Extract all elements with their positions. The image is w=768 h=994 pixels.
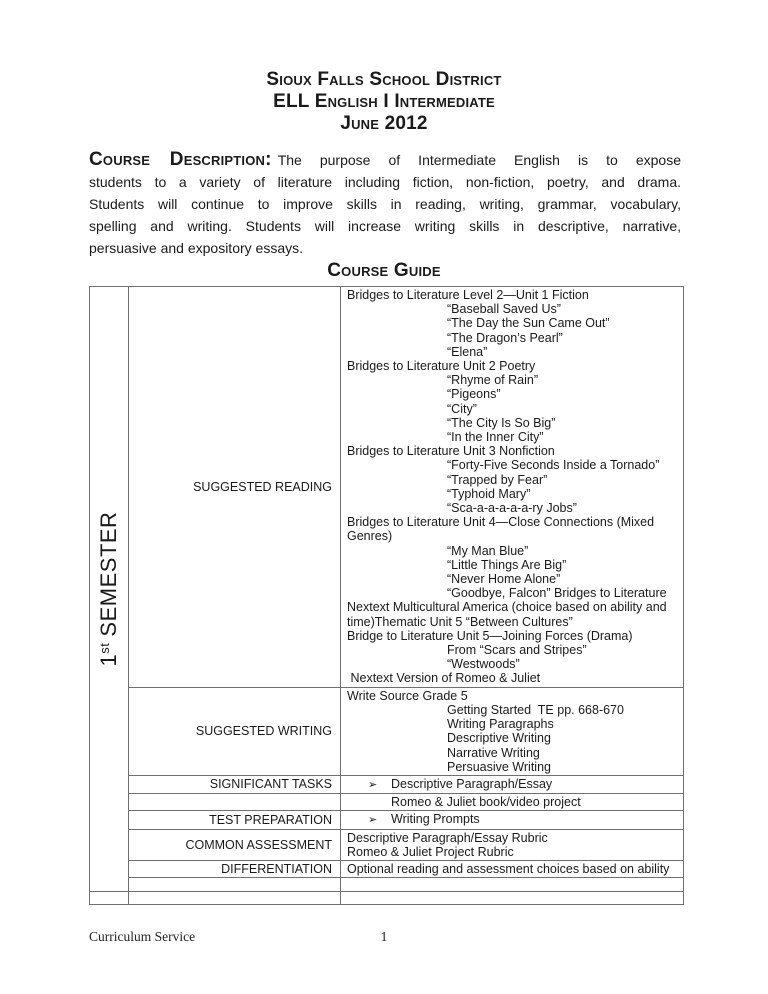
description-text: The purpose of Intermediate English is to expose: [277, 152, 681, 168]
row-label-significant-tasks: SIGNIFICANT TASKS: [129, 775, 341, 793]
table-row: [90, 878, 684, 892]
bullet-line: [347, 812, 679, 827]
course-guide-table: [89, 286, 684, 905]
row-label-differentiation: DIFFERENTIATION: [129, 860, 341, 877]
table-row: [90, 287, 684, 688]
content-line: “Westwoods”: [447, 657, 520, 672]
semester-cell: [90, 287, 129, 892]
content-line: Bridges to Literature Unit 4—Close Connections (Mixed: [347, 515, 655, 530]
content-line: Descriptive Writing: [447, 731, 551, 746]
content-line: Optional reading and assessment choices based on ability: [347, 861, 670, 876]
content-line: “Goodbye, Falcon” Bridges to Literature: [447, 586, 667, 601]
content-line: Nextext Version of Romeo & Juliet: [347, 671, 541, 686]
content-line: Descriptive Paragraph/Essay Rubric: [347, 830, 548, 845]
document-title: [0, 69, 768, 135]
content-line: “Trapped by Fear”: [447, 472, 548, 487]
description-line: spelling and writing. Students will increase writing skills in descriptive, narrative,: [89, 218, 681, 234]
suggested-reading-content: [341, 287, 684, 688]
content-line: “Typhoid Mary”: [447, 486, 531, 501]
title-course: ELL English I Intermediate: [273, 91, 495, 112]
title-date: June 2012: [340, 113, 428, 134]
semester-word: SEMESTER: [96, 511, 121, 637]
empty-cell: [341, 878, 684, 892]
row-label-common-assessment: COMMON ASSESSMENT: [129, 829, 341, 860]
semester-number: 1: [96, 653, 121, 667]
arrow-bullet-icon: ➢: [368, 778, 378, 791]
content-line: Nextext Multicultural America (choice based on ability and: [347, 600, 667, 615]
content-line: time)Thematic Unit 5 “Between Cultures”: [347, 614, 573, 629]
row-label-suggested-reading: SUGGESTED READING: [129, 287, 341, 688]
table-row: [90, 892, 684, 905]
table-row: [90, 829, 684, 860]
description-line: [89, 149, 681, 171]
content-line: “Elena”: [447, 344, 488, 359]
course-description: [89, 149, 681, 259]
row-label-suggested-writing: SUGGESTED WRITING: [129, 687, 341, 775]
course-description-label: Course Description:: [89, 149, 272, 170]
row-label-empty: [129, 794, 341, 811]
content-line: “Forty-Five Seconds Inside a Tornado”: [447, 458, 660, 473]
content-line: “Sca-a-a-a-a-a-ry Jobs”: [447, 501, 577, 516]
bullet-text: Writing Prompts: [391, 812, 480, 827]
arrow-bullet-icon: ➢: [368, 814, 378, 827]
empty-cell: [129, 892, 341, 905]
content-line: “Baseball Saved Us”: [447, 302, 561, 317]
empty-cell: [341, 892, 684, 905]
content-line: “Little Things Are Big”: [447, 557, 567, 572]
description-line: persuasive and expository essays.: [89, 240, 303, 256]
content-line: “The Dragon’s Pearl”: [447, 330, 563, 345]
content-line: Persuasive Writing: [447, 759, 551, 774]
course-guide-heading: Course Guide: [327, 260, 441, 281]
content-line: Genres): [347, 529, 393, 544]
significant-tasks-content: [341, 775, 684, 793]
common-assessment-content: [341, 829, 684, 860]
content-line: “My Man Blue”: [447, 543, 529, 558]
content-line: “City”: [447, 401, 477, 416]
table-row: [90, 775, 684, 793]
content-line: “Never Home Alone”: [447, 572, 561, 587]
content-line: “Pigeons”: [447, 387, 501, 402]
project-row-content: [341, 794, 684, 811]
footer-page-number: 1: [380, 929, 388, 944]
content-line: Romeo & Juliet book/video project: [391, 795, 581, 810]
content-line: “Rhyme of Rain”: [447, 373, 538, 388]
footer-label: Curriculum Service: [89, 929, 196, 944]
content-line: Write Source Grade 5: [347, 688, 468, 703]
page-footer: [0, 929, 768, 945]
content-line: “The City Is So Big”: [447, 415, 556, 430]
description-line: Students will continue to improve skills in reading, writing, grammar, vocabulary,: [89, 196, 681, 212]
differentiation-content: [341, 860, 684, 877]
semester-ordinal: st: [97, 642, 112, 654]
empty-cell: [90, 892, 129, 905]
description-line: students to a variety of literature including fiction, non-fiction, poetry, and drama.: [89, 174, 681, 190]
content-line: Bridges to Literature Unit 3 Nonfiction: [347, 444, 555, 459]
row-label-test-preparation: TEST PREPARATION: [129, 811, 341, 829]
table-row: [90, 811, 684, 829]
semester-label: [96, 512, 122, 667]
content-line: Romeo & Juliet Project Rubric: [347, 844, 514, 859]
content-line: Narrative Writing: [447, 745, 540, 760]
bullet-text: Descriptive Paragraph/Essay: [391, 776, 553, 791]
content-line: Bridges to Literature Level 2—Unit 1 Fiction: [347, 288, 589, 302]
content-line: “In the Inner City”: [447, 430, 544, 445]
bullet-line: [347, 777, 679, 792]
content-line: Bridges to Literature Unit 2 Poetry: [347, 359, 536, 374]
title-district: Sioux Falls School District: [266, 69, 502, 90]
table-row: [90, 794, 684, 811]
table-row: [90, 687, 684, 775]
content-line: Writing Paragraphs: [447, 717, 554, 732]
content-line: Getting Started TE pp. 668-670: [447, 702, 624, 717]
test-preparation-content: [341, 811, 684, 829]
empty-cell: [129, 878, 341, 892]
content-line: “The Day the Sun Came Out”: [447, 316, 610, 331]
content-line: Bridge to Literature Unit 5—Joining Forces (Drama): [347, 628, 633, 643]
suggested-writing-content: [341, 687, 684, 775]
content-line: From “Scars and Stripes”: [447, 643, 587, 658]
table-row: [90, 860, 684, 877]
